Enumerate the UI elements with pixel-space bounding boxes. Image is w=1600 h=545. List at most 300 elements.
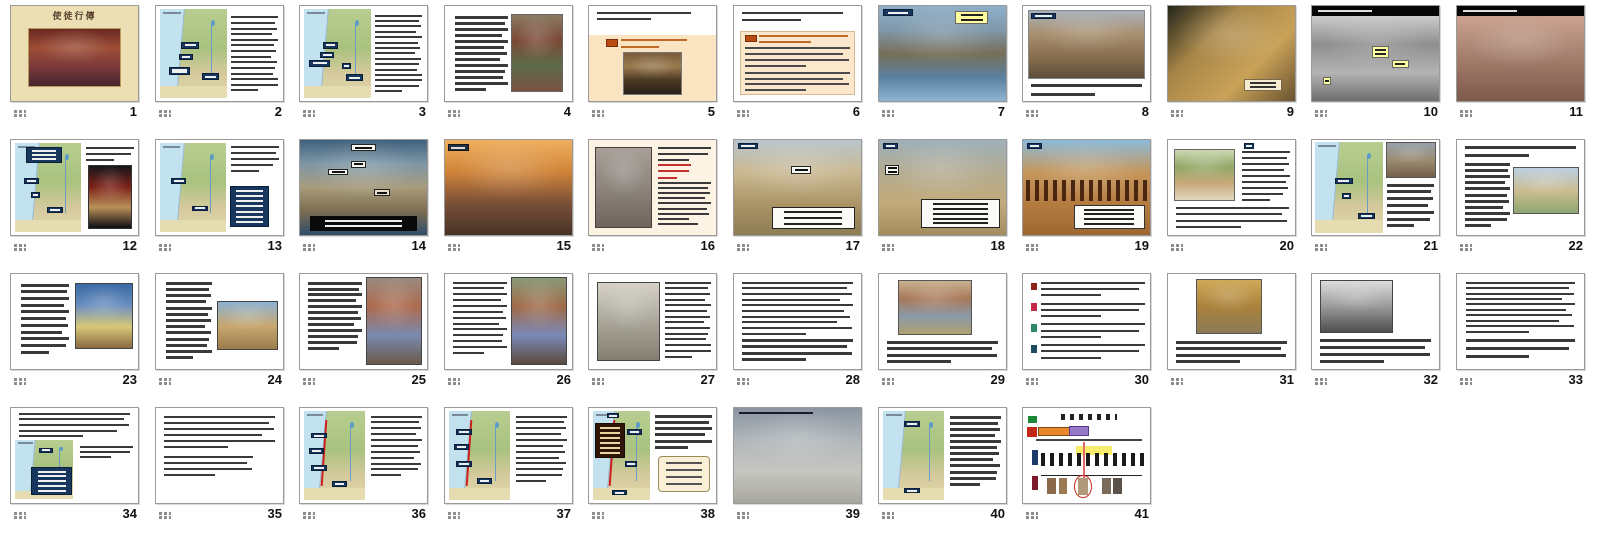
text-line bbox=[1031, 93, 1096, 96]
text-line bbox=[1465, 175, 1510, 178]
text-line bbox=[164, 440, 276, 442]
text-line bbox=[950, 428, 1000, 431]
text-line bbox=[950, 446, 997, 449]
text-line bbox=[166, 356, 193, 359]
text-block bbox=[658, 164, 691, 179]
text-line bbox=[371, 445, 418, 447]
text-line bbox=[658, 170, 689, 172]
text-line bbox=[371, 427, 421, 429]
transition-indicator-icon[interactable] bbox=[1315, 377, 1329, 388]
text-block bbox=[1041, 282, 1145, 296]
photo bbox=[1457, 16, 1584, 102]
map-graphic bbox=[1315, 142, 1384, 233]
slide-thumbnail[interactable] bbox=[878, 139, 1007, 236]
transition-indicator-icon[interactable] bbox=[1460, 243, 1474, 254]
map-desert bbox=[304, 86, 371, 99]
text-line bbox=[665, 299, 705, 301]
place-label bbox=[1031, 13, 1056, 20]
text-line bbox=[166, 313, 208, 316]
text-line bbox=[516, 439, 567, 441]
map-lake bbox=[350, 422, 354, 428]
text-line bbox=[21, 337, 69, 340]
text-line bbox=[1387, 211, 1434, 214]
text-line bbox=[308, 323, 354, 326]
aqueduct-arches bbox=[1026, 180, 1148, 201]
text-line bbox=[516, 433, 561, 435]
text-line bbox=[742, 287, 847, 289]
text-line bbox=[1387, 224, 1414, 227]
transition-indicator-icon[interactable] bbox=[448, 511, 462, 522]
text-line bbox=[742, 316, 850, 318]
transition-indicator-icon[interactable] bbox=[882, 243, 896, 254]
transition-indicator-icon[interactable] bbox=[592, 243, 606, 254]
slide-number: 6 bbox=[852, 104, 860, 119]
transition-indicator-icon[interactable] bbox=[303, 109, 317, 120]
label-text bbox=[236, 211, 263, 213]
slide-thumbnail[interactable] bbox=[1167, 5, 1296, 102]
text-line bbox=[1387, 190, 1431, 193]
text-line bbox=[1465, 194, 1507, 197]
slide-thumbnail[interactable] bbox=[588, 139, 717, 236]
slide-thumbnail[interactable] bbox=[10, 139, 139, 236]
text-line bbox=[1176, 360, 1241, 363]
slide-thumbnail[interactable] bbox=[878, 5, 1007, 102]
label-text bbox=[600, 437, 620, 439]
slide-thumbnail[interactable] bbox=[1022, 5, 1151, 102]
text-line bbox=[759, 41, 811, 43]
text-line bbox=[166, 344, 207, 347]
text-block bbox=[1176, 341, 1288, 364]
transition-indicator-icon[interactable] bbox=[1460, 377, 1474, 388]
transition-indicator-icon[interactable] bbox=[592, 511, 606, 522]
slide-thumbnail[interactable] bbox=[444, 5, 573, 102]
slide-number: 3 bbox=[418, 104, 426, 119]
transition-indicator-icon[interactable] bbox=[882, 109, 896, 120]
text-block bbox=[308, 282, 363, 350]
text-block bbox=[21, 284, 69, 354]
text-line bbox=[516, 421, 564, 423]
text-block bbox=[164, 456, 253, 477]
shape bbox=[1047, 478, 1056, 494]
label-text bbox=[1250, 82, 1276, 84]
transition-indicator-icon[interactable] bbox=[1315, 243, 1329, 254]
text-line bbox=[231, 16, 278, 18]
label-text bbox=[332, 171, 345, 173]
text-line bbox=[1242, 157, 1287, 159]
slide-thumbnail[interactable] bbox=[299, 5, 428, 102]
text-line bbox=[658, 223, 699, 225]
text-line bbox=[745, 65, 805, 67]
place-label bbox=[448, 144, 470, 152]
place-label bbox=[47, 207, 64, 213]
text-line bbox=[375, 85, 419, 87]
map-river bbox=[65, 157, 66, 212]
text-block bbox=[621, 39, 687, 48]
text-line bbox=[455, 40, 508, 43]
text-line bbox=[231, 61, 278, 63]
callout-label bbox=[1372, 46, 1390, 58]
label-text bbox=[174, 180, 184, 182]
text-block bbox=[1041, 344, 1145, 358]
text-line bbox=[665, 293, 710, 295]
note-box bbox=[658, 456, 710, 492]
text-line bbox=[742, 339, 854, 342]
place-label bbox=[1027, 143, 1042, 150]
text-line bbox=[455, 58, 500, 61]
slide-thumbnail[interactable] bbox=[1456, 273, 1585, 370]
place-label bbox=[1335, 178, 1353, 184]
label-text bbox=[205, 76, 216, 78]
label-text bbox=[312, 450, 322, 452]
transition-indicator-icon[interactable] bbox=[14, 243, 28, 254]
slide-thumbnail[interactable] bbox=[155, 407, 284, 504]
text-line bbox=[308, 288, 359, 291]
transition-indicator-icon[interactable] bbox=[1026, 377, 1040, 388]
map-desert bbox=[160, 220, 226, 233]
text-line bbox=[1465, 169, 1508, 172]
label-text bbox=[1084, 223, 1134, 225]
slide-thumbnail[interactable] bbox=[155, 5, 284, 102]
slide-thumbnail[interactable] bbox=[878, 273, 1007, 370]
slide-number: 1 bbox=[129, 104, 137, 119]
label-text bbox=[185, 44, 196, 46]
place-label bbox=[904, 488, 919, 494]
transition-indicator-icon[interactable] bbox=[159, 377, 173, 388]
text-block bbox=[742, 12, 844, 22]
text-line bbox=[950, 471, 997, 474]
label-text bbox=[1463, 10, 1516, 12]
transition-indicator-icon[interactable] bbox=[303, 511, 317, 522]
transition-indicator-icon[interactable] bbox=[159, 511, 173, 522]
text-line bbox=[658, 187, 708, 189]
transition-indicator-icon[interactable] bbox=[1171, 109, 1185, 120]
label-text bbox=[33, 194, 38, 196]
place-label bbox=[332, 481, 347, 487]
map-lake bbox=[355, 20, 359, 26]
slide-number: 30 bbox=[1134, 372, 1149, 387]
place-label bbox=[885, 165, 899, 175]
photo bbox=[1513, 167, 1579, 215]
place-label bbox=[374, 189, 391, 196]
transition-indicator-icon[interactable] bbox=[1171, 377, 1185, 388]
text-line bbox=[21, 324, 68, 327]
slide-number: 27 bbox=[700, 372, 715, 387]
place-label bbox=[904, 421, 919, 427]
text-line bbox=[1466, 314, 1572, 316]
transition-indicator-icon[interactable] bbox=[1171, 243, 1185, 254]
slide-thumbnail[interactable] bbox=[10, 273, 139, 370]
text-line bbox=[375, 15, 422, 17]
text-block bbox=[375, 15, 422, 93]
slide-thumbnail[interactable] bbox=[878, 407, 1007, 504]
slide-thumbnail[interactable] bbox=[588, 273, 717, 370]
text-line bbox=[658, 177, 677, 179]
text-line bbox=[80, 446, 133, 448]
slide-thumbnail[interactable] bbox=[1167, 273, 1296, 370]
text-line bbox=[21, 351, 49, 354]
map-river bbox=[495, 425, 496, 480]
text-line bbox=[1041, 323, 1145, 325]
photo bbox=[623, 52, 681, 96]
label-text bbox=[459, 463, 469, 465]
text-line bbox=[166, 325, 205, 328]
label-text bbox=[323, 54, 332, 56]
text-line bbox=[375, 69, 417, 71]
slide-number: 39 bbox=[845, 506, 860, 521]
text-line bbox=[231, 50, 277, 52]
text-line bbox=[375, 58, 422, 60]
transition-indicator-icon[interactable] bbox=[882, 511, 896, 522]
map-graphic bbox=[160, 9, 227, 98]
transition-indicator-icon[interactable] bbox=[303, 377, 317, 388]
text-line bbox=[166, 294, 211, 297]
label-text bbox=[38, 490, 66, 492]
map-lake bbox=[1367, 153, 1371, 159]
slide-thumbnail[interactable] bbox=[10, 5, 139, 102]
text-line bbox=[621, 46, 659, 48]
text-line bbox=[665, 356, 692, 358]
text-line bbox=[375, 36, 422, 38]
map-desert bbox=[15, 220, 81, 233]
text-line bbox=[375, 79, 422, 81]
text-block bbox=[597, 12, 691, 21]
text-line bbox=[887, 347, 992, 350]
text-block bbox=[759, 35, 848, 43]
text-line bbox=[516, 468, 563, 470]
highlight-ring bbox=[1074, 475, 1092, 499]
text-line bbox=[1466, 325, 1574, 327]
text-line bbox=[1466, 339, 1575, 342]
label-text bbox=[325, 220, 402, 222]
text-line bbox=[1041, 357, 1101, 359]
text-line bbox=[231, 78, 278, 80]
slide-thumbnail[interactable] bbox=[299, 273, 428, 370]
map-title-text bbox=[1318, 145, 1336, 147]
text-line bbox=[1176, 341, 1288, 344]
transition-indicator-icon[interactable] bbox=[159, 109, 173, 120]
text-line bbox=[742, 299, 840, 301]
text-line bbox=[375, 63, 419, 65]
text-line bbox=[455, 46, 504, 49]
slide-number: 18 bbox=[990, 238, 1005, 253]
text-line bbox=[1176, 220, 1288, 222]
text-line bbox=[1465, 154, 1530, 157]
slide-thumbnail[interactable] bbox=[1311, 5, 1440, 102]
place-label bbox=[1358, 213, 1376, 219]
text-line bbox=[164, 468, 252, 470]
transition-indicator-icon[interactable] bbox=[1026, 109, 1040, 120]
text-line bbox=[742, 321, 837, 323]
text-line bbox=[164, 416, 276, 418]
text-line bbox=[231, 33, 272, 35]
slide-thumbnail[interactable] bbox=[444, 273, 573, 370]
caption-box bbox=[1074, 205, 1145, 230]
text-block bbox=[745, 47, 849, 67]
transition-indicator-icon[interactable] bbox=[448, 377, 462, 388]
slide-thumbnail[interactable] bbox=[1022, 407, 1151, 504]
label-text bbox=[888, 167, 897, 169]
slide-thumbnail[interactable] bbox=[155, 273, 284, 370]
shape bbox=[1041, 475, 1143, 477]
text-line bbox=[516, 451, 565, 453]
text-block bbox=[887, 341, 999, 364]
photo bbox=[898, 280, 972, 335]
slide-thumbnail[interactable] bbox=[1022, 273, 1151, 370]
slide-thumbnail[interactable] bbox=[733, 273, 862, 370]
photo bbox=[1028, 10, 1145, 79]
label-text bbox=[784, 223, 842, 225]
transition-indicator-icon[interactable] bbox=[14, 377, 28, 388]
transition-indicator-icon[interactable] bbox=[159, 243, 173, 254]
label-text bbox=[355, 147, 372, 149]
slide-thumbnail[interactable] bbox=[10, 407, 139, 504]
photo bbox=[445, 140, 572, 235]
slide-number: 40 bbox=[990, 506, 1005, 521]
slide-thumbnail[interactable] bbox=[1022, 139, 1151, 236]
text-line bbox=[1041, 350, 1139, 352]
label-text bbox=[933, 203, 988, 205]
map-desert bbox=[304, 488, 365, 501]
callout-label bbox=[1392, 60, 1409, 68]
text-line bbox=[1041, 344, 1145, 346]
text-line bbox=[1320, 346, 1425, 349]
transition-indicator-icon[interactable] bbox=[737, 109, 751, 120]
photo bbox=[595, 147, 652, 229]
text-line bbox=[166, 331, 211, 334]
label-text bbox=[961, 14, 983, 16]
slide-number: 25 bbox=[411, 372, 426, 387]
transition-indicator-icon[interactable] bbox=[448, 243, 462, 254]
transition-indicator-icon[interactable] bbox=[737, 377, 751, 388]
text-line bbox=[1041, 282, 1145, 284]
transition-indicator-icon[interactable] bbox=[14, 511, 28, 522]
label-text bbox=[888, 171, 897, 173]
label-text bbox=[32, 158, 56, 160]
transition-indicator-icon[interactable] bbox=[592, 377, 606, 388]
place-label bbox=[181, 42, 199, 49]
text-line bbox=[21, 344, 66, 347]
photo bbox=[511, 277, 567, 365]
text-line bbox=[1466, 320, 1559, 322]
text-line bbox=[164, 434, 262, 436]
slide-thumbnail[interactable] bbox=[155, 139, 284, 236]
text-line bbox=[308, 317, 361, 320]
transition-indicator-icon[interactable] bbox=[1315, 109, 1329, 120]
text-line bbox=[1387, 204, 1428, 207]
text-line bbox=[231, 22, 275, 24]
label-text bbox=[236, 195, 263, 197]
slide-thumbnail[interactable] bbox=[1311, 273, 1440, 370]
text-line bbox=[453, 299, 501, 301]
place-label bbox=[1342, 193, 1351, 199]
slide-thumbnail[interactable] bbox=[588, 407, 717, 504]
place-label bbox=[328, 169, 348, 176]
text-line bbox=[455, 64, 508, 67]
shape bbox=[1102, 478, 1111, 494]
slide-number: 16 bbox=[700, 238, 715, 253]
label-text bbox=[42, 449, 51, 451]
map-lake bbox=[210, 154, 214, 160]
text-line bbox=[1387, 197, 1434, 200]
slide-thumbnail[interactable] bbox=[733, 139, 862, 236]
slide-number: 31 bbox=[1279, 372, 1294, 387]
text-line bbox=[166, 288, 209, 291]
transition-indicator-icon[interactable] bbox=[882, 377, 896, 388]
text-line bbox=[375, 20, 419, 22]
transition-indicator-icon[interactable] bbox=[592, 109, 606, 120]
label-text bbox=[600, 452, 620, 454]
transition-indicator-icon[interactable] bbox=[448, 109, 462, 120]
text-line bbox=[665, 344, 711, 346]
text-line bbox=[742, 310, 845, 312]
transition-indicator-icon[interactable] bbox=[737, 511, 751, 522]
text-line bbox=[453, 311, 503, 313]
slide-thumbnail[interactable] bbox=[588, 5, 717, 102]
label-text bbox=[600, 447, 620, 449]
text-line bbox=[655, 433, 705, 436]
place-label bbox=[1244, 143, 1254, 149]
text-block bbox=[1387, 184, 1434, 228]
caption-box bbox=[310, 216, 417, 231]
text-line bbox=[1041, 303, 1145, 305]
slide-thumbnail[interactable] bbox=[1167, 139, 1296, 236]
slide-number: 32 bbox=[1423, 372, 1438, 387]
transition-indicator-icon[interactable] bbox=[14, 109, 28, 120]
slide-thumbnail[interactable] bbox=[733, 5, 862, 102]
label-text bbox=[313, 62, 327, 64]
slide-thumbnail[interactable] bbox=[444, 139, 573, 236]
text-line bbox=[19, 413, 131, 415]
text-block bbox=[516, 416, 567, 483]
place-label bbox=[31, 192, 40, 198]
text-line bbox=[453, 334, 504, 336]
transition-indicator-icon[interactable] bbox=[303, 243, 317, 254]
text-line bbox=[1466, 282, 1575, 284]
text-line bbox=[516, 445, 563, 447]
transition-indicator-icon[interactable] bbox=[1460, 109, 1474, 120]
text-line bbox=[453, 323, 499, 325]
transition-indicator-icon[interactable] bbox=[1026, 243, 1040, 254]
shape bbox=[1032, 450, 1038, 465]
text-line bbox=[745, 47, 849, 49]
text-line bbox=[375, 31, 416, 33]
slide-thumbnail[interactable] bbox=[733, 407, 862, 504]
slide-thumbnail[interactable] bbox=[444, 407, 573, 504]
callout-label bbox=[1323, 77, 1331, 85]
text-line bbox=[371, 421, 419, 423]
text-line bbox=[308, 293, 362, 296]
text-line bbox=[655, 446, 688, 449]
text-block bbox=[658, 223, 699, 228]
label-text bbox=[615, 492, 625, 494]
transition-indicator-icon[interactable] bbox=[737, 243, 751, 254]
transition-indicator-icon[interactable] bbox=[1026, 511, 1040, 522]
slide-thumbnail[interactable] bbox=[1456, 5, 1585, 102]
text-block bbox=[231, 146, 279, 173]
text-line bbox=[1465, 163, 1511, 166]
text-line bbox=[745, 89, 805, 91]
slide-thumbnail[interactable] bbox=[299, 407, 428, 504]
map-river bbox=[355, 23, 356, 78]
slide-thumbnail[interactable] bbox=[1456, 139, 1585, 236]
slide-thumbnail[interactable] bbox=[299, 139, 428, 236]
map-river bbox=[350, 425, 351, 480]
text-block bbox=[1466, 339, 1575, 358]
text-line bbox=[166, 307, 212, 310]
slide-thumbnail[interactable] bbox=[1311, 139, 1440, 236]
place-label bbox=[179, 54, 193, 61]
text-line bbox=[371, 457, 414, 459]
